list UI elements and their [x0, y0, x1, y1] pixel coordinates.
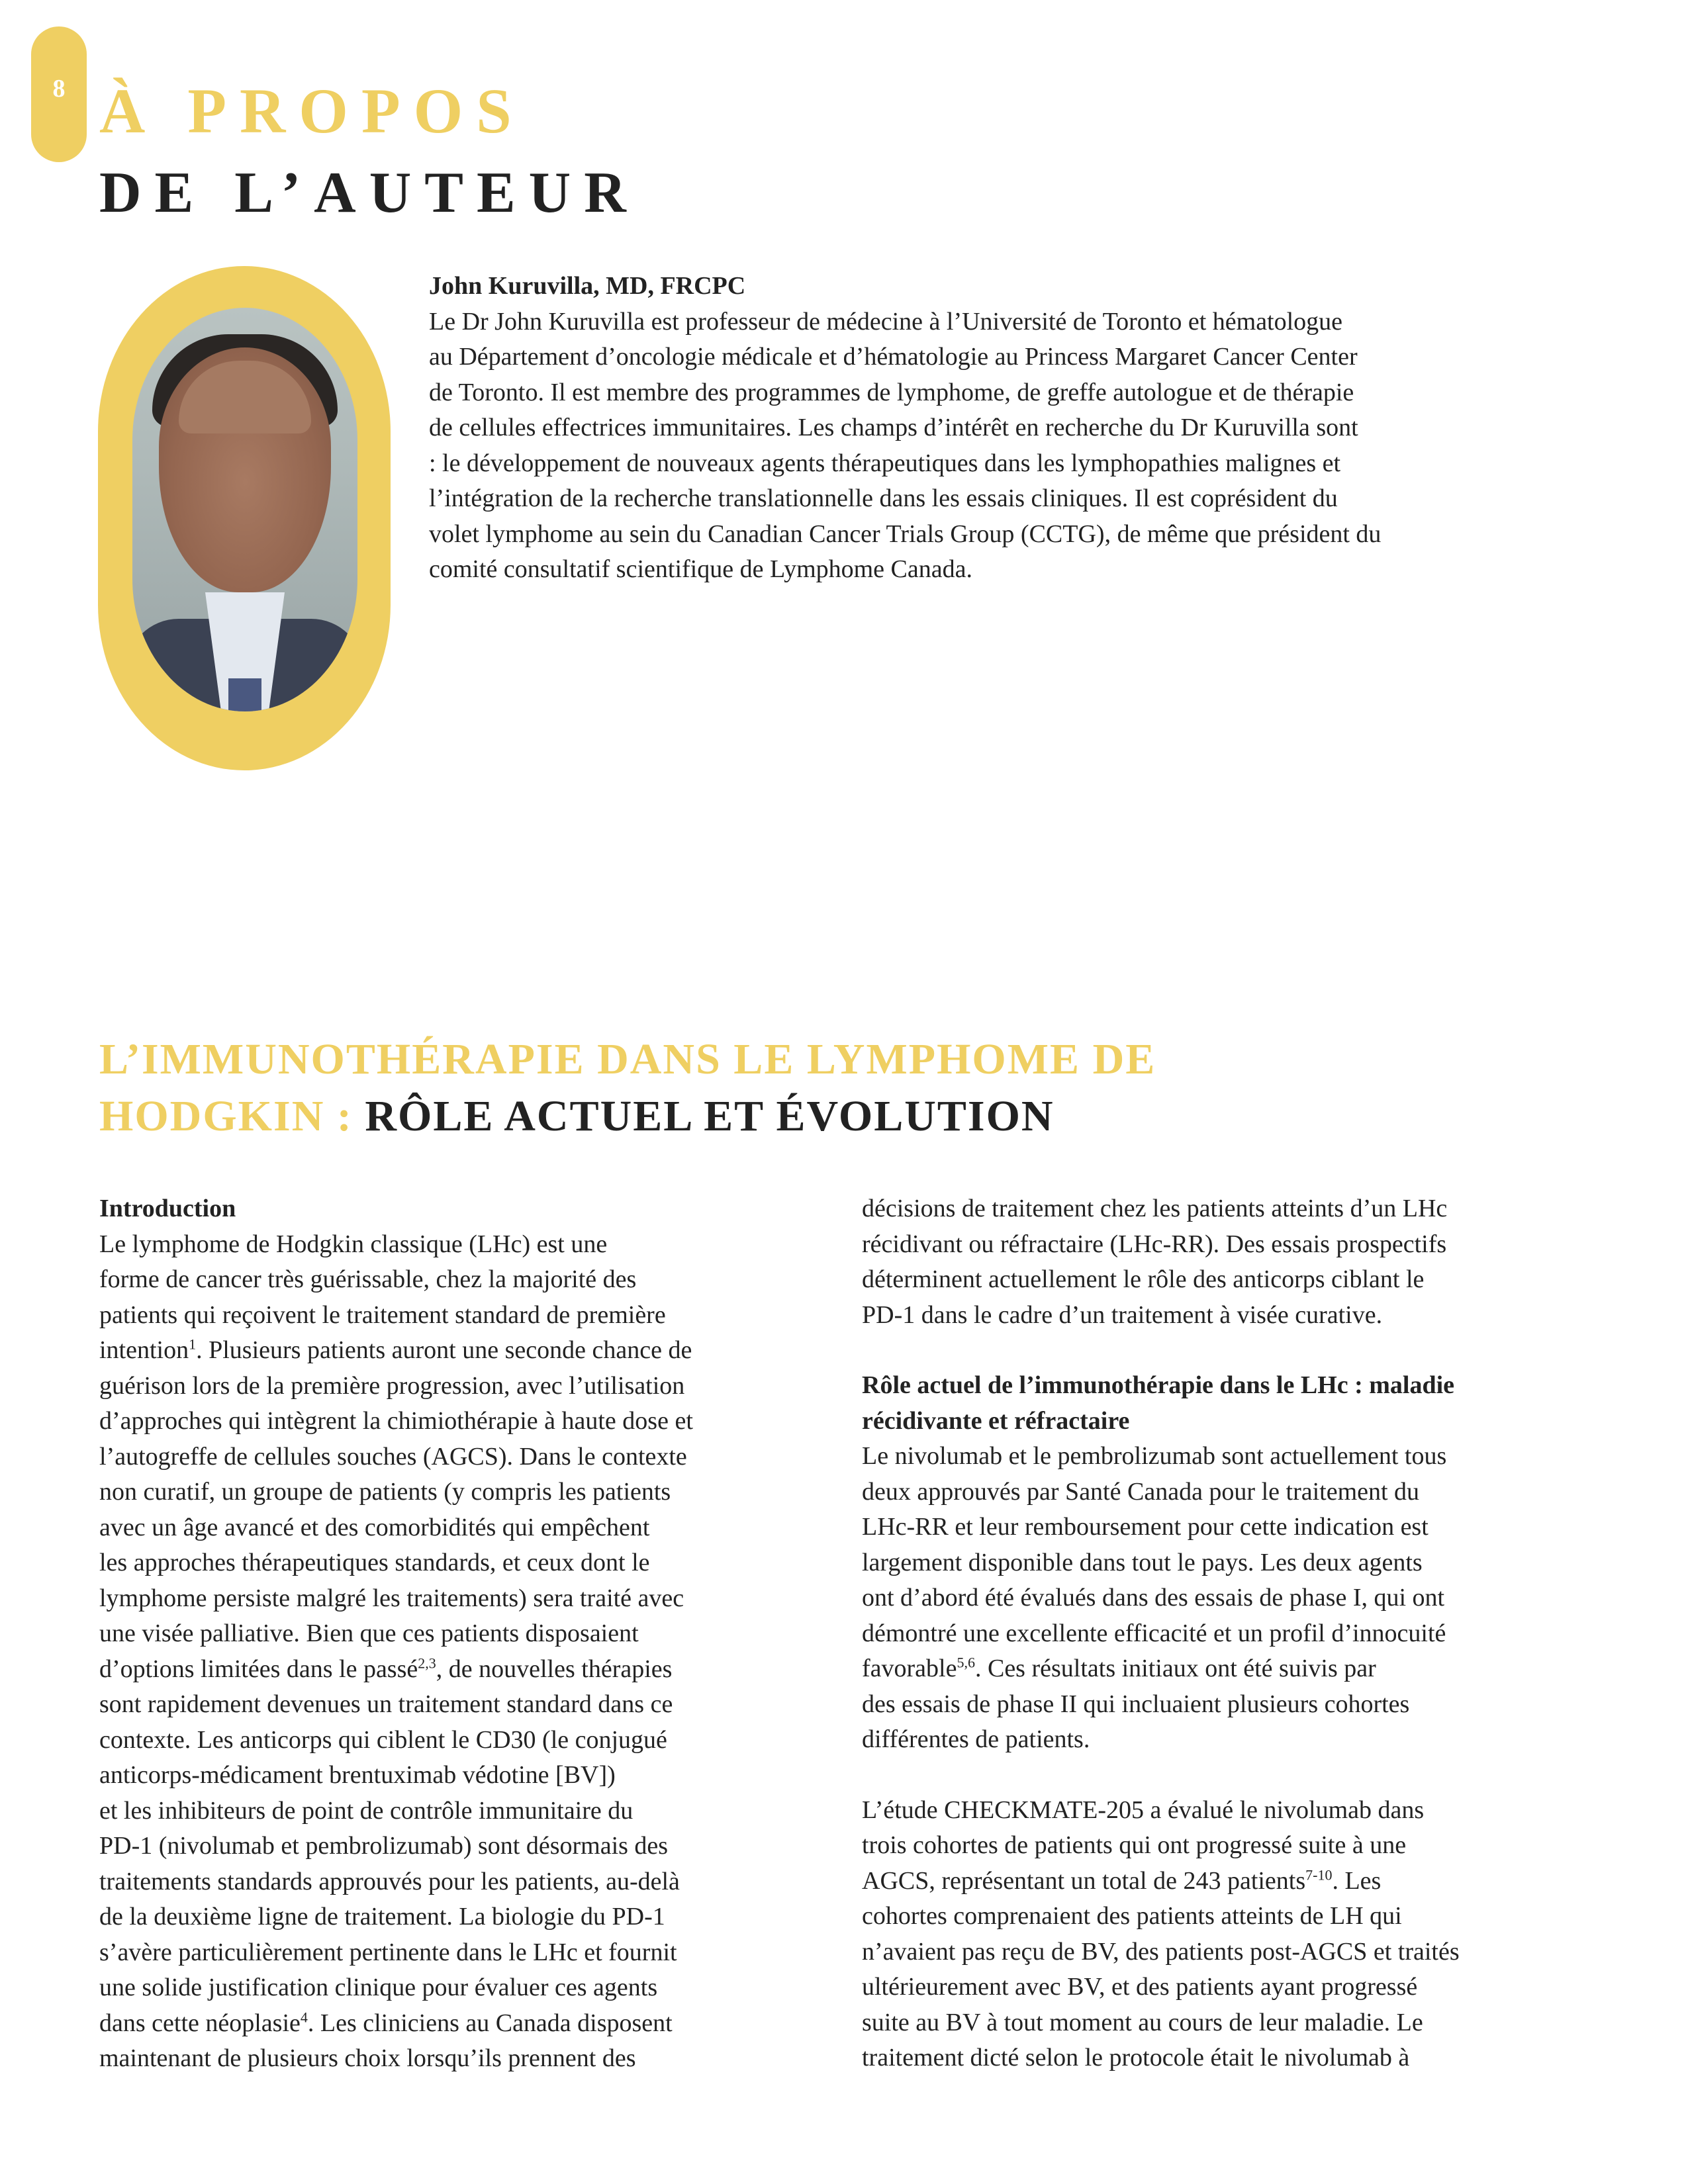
citation-ref: 1	[189, 1336, 197, 1353]
body-line: et les inhibiteurs de point de contrôle immunitaire du	[99, 1796, 633, 1825]
body-line: largement disponible dans tout le pays. Les deux agents	[862, 1548, 1423, 1576]
body-line: une visée palliative. Bien que ces patients disposaient	[99, 1619, 639, 1647]
body-line: deux approuvés par Santé Canada pour le traitement du	[862, 1477, 1420, 1506]
body-line: des essais de phase II qui incluaient plusieurs cohortes	[862, 1690, 1410, 1718]
body-line: les approches thérapeutiques standards, et ceux dont le	[99, 1549, 650, 1576]
body-line: dans cette néoplasie$^4$. Les cliniciens au Canada disposent	[99, 2008, 673, 2037]
body-line: cohortes comprenaient des patients atteints de LH qui	[862, 1902, 1402, 1930]
page-number-tab	[31, 26, 87, 162]
body-line: PD-1 (nivolumab et pembrolizumab) sont désormais des	[99, 1832, 669, 1860]
body-line: guérison lors de la première progression, avec l’utilisation	[99, 1371, 685, 1400]
body-line: démontré une excellente efficacité et un profil d’innocuité	[862, 1619, 1446, 1647]
body-line: d’approches qui intègrent la chimiothérapie à haute dose et	[99, 1407, 693, 1435]
body-line: s’avère particulièrement pertinente dans le LHc et fournit	[99, 1938, 677, 1966]
bio-line: comité consultatif scientifique de Lymphome Canada.	[429, 555, 972, 583]
body-line: Le lymphome de Hodgkin classique (LHc) est une	[99, 1230, 608, 1258]
body-line: avec un âge avancé et des comorbidités qui empêchent	[99, 1513, 650, 1541]
body-line: l’autogreffe de cellules souches (AGCS). Dans le contexte	[99, 1442, 687, 1471]
body-line: différentes de patients.	[862, 1725, 1090, 1753]
subheading: Rôle actuel de l’immunothérapie dans le LHc : maladie	[862, 1371, 1455, 1399]
citation-ref: 2,3	[418, 1654, 436, 1671]
intro-heading: Introduction	[99, 1195, 236, 1222]
body-line: de la deuxième ligne de traitement. La biologie du PD-1	[99, 1903, 665, 1931]
body-line: L’étude CHECKMATE-205 a évalué le nivolumab dans	[862, 1796, 1425, 1824]
body-line: décisions de traitement chez les patients atteints d’un LHc	[862, 1195, 1448, 1222]
bio-line: volet lymphome au sein du Canadian Cancer Trials Group (CCTG), de même que président du	[429, 520, 1382, 548]
body-line: anticorps-médicament brentuximab védotine [BV])	[99, 1761, 616, 1789]
article-column-right	[862, 1191, 1597, 2076]
subheading: récidivante et réfractaire	[862, 1406, 1130, 1435]
bio-line: : le développement de nouveaux agents thérapeutiques dans les lymphopathies malignes et	[429, 449, 1341, 477]
article-title-line1: L’IMMUNOTHÉRAPIE DANS LE LYMPHOME DE	[99, 1035, 1156, 1083]
body-line: d’options limitées dans le passé$^{2,3}$, de nouvelles thérapies	[99, 1654, 673, 1683]
citation-ref: 7-10	[1305, 1866, 1333, 1883]
body-line: favorable$^{5,6}$. Ces résultats initiaux ont été suivis par	[862, 1654, 1376, 1682]
author-portrait-frame	[98, 266, 391, 770]
portrait-tie	[228, 678, 261, 711]
body-line: AGCS, représentant un total de 243 patients$^{7-10}$. Les	[862, 1866, 1382, 1895]
body-line: Le nivolumab et le pembrolizumab sont actuellement tous	[862, 1442, 1447, 1470]
body-line: contexte. Les anticorps qui ciblent le CD30 (le conjugué	[99, 1725, 667, 1754]
body-line: traitement dicté selon le protocole était le nivolumab à	[862, 2044, 1410, 2071]
body-line: récidivant ou réfractaire (LHc-RR). Des essais prospectifs	[862, 1230, 1447, 1258]
bio-line: l’intégration de la recherche translationnelle dans les essais cliniques. Il est coprésident du	[429, 484, 1338, 512]
article-title	[99, 1031, 1156, 1145]
body-line: LHc-RR et leur remboursement pour cette indication est	[862, 1513, 1429, 1541]
bio-line: de cellules effectrices immunitaires. Les champs d’intérêt en recherche du Dr Kuruvilla sont	[429, 414, 1358, 441]
body-line: non curatif, un groupe de patients (y compris les patients	[99, 1478, 671, 1506]
author-name: John Kuruvilla, MD, FRCPC	[429, 272, 746, 300]
page-number: 8	[52, 75, 66, 103]
body-line: maintenant de plusieurs choix lorsqu’ils prennent des	[99, 2044, 636, 2072]
citation-ref: 4	[300, 2008, 308, 2025]
body-line: trois cohortes de patients qui ont progressé suite à une	[862, 1831, 1407, 1859]
body-line: forme de cancer très guérissable, chez la majorité des	[99, 1265, 637, 1293]
body-line: lymphome persiste malgré les traitements) sera traité avec	[99, 1584, 684, 1612]
body-line: une solide justification clinique pour évaluer ces agents	[99, 1974, 658, 2001]
bio-line: au Département d’oncologie médicale et d’hématologie au Princess Margaret Cancer Center	[429, 343, 1358, 371]
body-line: ont d’abord été évalués dans des essais de phase I, qui ont	[862, 1584, 1445, 1612]
article-title-line2-yellow: HODGKIN :	[99, 1092, 365, 1140]
author-bio	[429, 269, 1594, 588]
citation-ref: 5,6	[957, 1654, 975, 1671]
body-line: suite au BV à tout moment au cours de leur maladie. Le	[862, 2008, 1423, 2036]
bio-line: Le Dr John Kuruvilla est professeur de médecine à l’Université de Toronto et hématologue	[429, 307, 1343, 336]
article-title-line2-black: RÔLE ACTUEL ET ÉVOLUTION	[365, 1092, 1055, 1140]
body-line: ultérieurement avec BV, et des patients ayant progressé	[862, 1973, 1418, 2001]
author-portrait	[132, 308, 357, 711]
header-title-line1: À PROPOS	[99, 75, 525, 146]
header-title-line2: DE L’AUTEUR	[99, 161, 639, 225]
body-line: PD-1 dans le cadre d’un traitement à visée curative.	[862, 1300, 1383, 1329]
bio-line: de Toronto. Il est membre des programmes de lymphome, de greffe autologue et de thérapie	[429, 378, 1354, 406]
body-line: intention$^1$. Plusieurs patients auront une seconde chance de	[99, 1336, 692, 1364]
body-line: déterminent actuellement le rôle des anticorps ciblant le	[862, 1265, 1425, 1293]
body-line: sont rapidement devenues un traitement standard dans ce	[99, 1690, 673, 1718]
body-line: patients qui reçoivent le traitement standard de première	[99, 1300, 666, 1329]
body-line: n’avaient pas reçu de BV, des patients post-AGCS et traités	[862, 1937, 1460, 1966]
article-column-left	[99, 1191, 801, 2077]
body-line: traitements standards approuvés pour les patients, au-delà	[99, 1867, 680, 1895]
